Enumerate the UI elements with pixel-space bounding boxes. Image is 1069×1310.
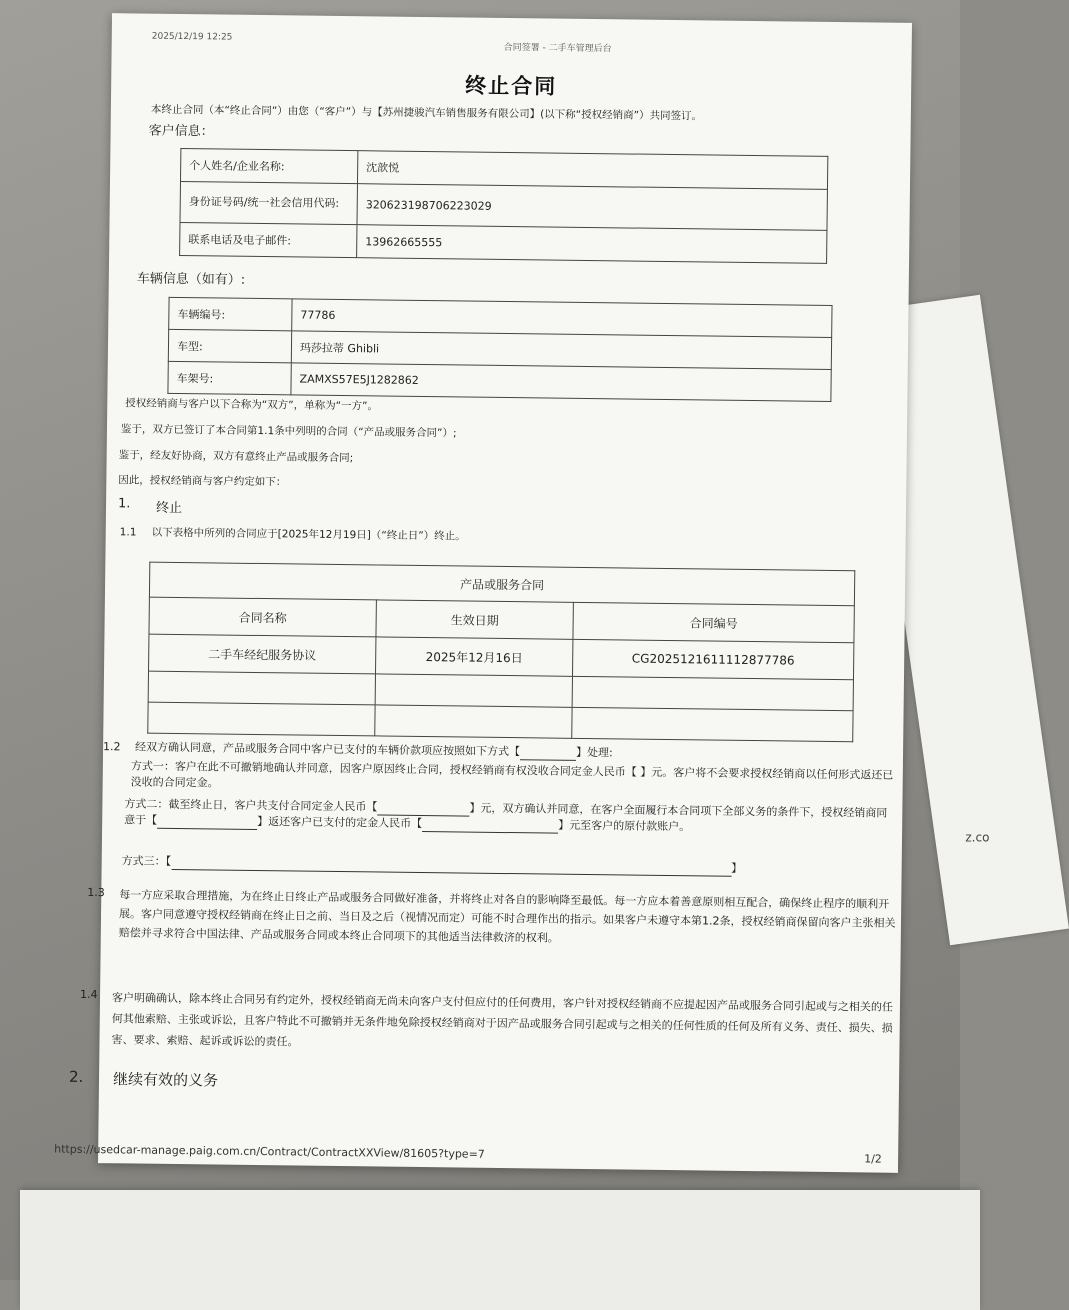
method-2-text: 】元至客户的原付款账户。	[558, 818, 691, 834]
vehicle-value: 玛莎拉蒂 Ghibli	[291, 331, 831, 370]
table-cell	[375, 705, 572, 738]
method-3-text: 方式三：【	[121, 854, 172, 868]
method-3-text: 】	[731, 861, 743, 875]
method-2-text: 】返还客户已支付的定金人民币【	[257, 814, 423, 831]
clause-1-1-number: 1.1	[119, 526, 137, 539]
clause-1-2-number: 1.2	[103, 740, 121, 754]
customer-label: 联系电话及电子邮件:	[180, 223, 357, 258]
blank-field	[157, 816, 257, 830]
table-cell: 2025年12月16日	[376, 637, 573, 676]
vehicle-table	[167, 297, 832, 402]
column-header: 生效日期	[376, 600, 573, 639]
recital-1: 授权经销商与客户以下合称为“双方”，单称为“一方”。	[125, 397, 379, 413]
blank-field	[520, 747, 576, 761]
footer-page-number: 1/2	[864, 1152, 882, 1166]
section-1-number: 1.	[117, 496, 131, 512]
table-cell	[572, 676, 853, 710]
clause-1-2-lead-end: 】处理:	[575, 745, 613, 760]
recital-4: 因此，授权经销商与客户约定如下：	[118, 474, 287, 489]
blank-field	[422, 819, 558, 834]
customer-heading: 客户信息：	[148, 123, 214, 140]
vehicle-heading: 车辆信息（如有）:	[136, 271, 246, 288]
intro-paragraph: 本终止合同（本“终止合同”）由您（“客户”）与【苏州捷骏汽车销售服务有限公司】(以下称“授权经销商”）共同签订。	[150, 103, 703, 123]
footer-url: https://usedcar-manage.paig.com.cn/Contract/ContractXXView/81605?type=7	[54, 1142, 485, 1161]
method-2	[124, 796, 894, 837]
foreground-paper	[20, 1190, 980, 1310]
table-cell: CG2025121611112877786	[572, 639, 853, 679]
section-2-number: 2.	[68, 1067, 84, 1086]
table-cell	[572, 707, 853, 741]
vehicle-value: 77786	[292, 299, 832, 338]
vehicle-label: 车辆编号:	[169, 297, 292, 331]
section-2-title: 继续有效的义务	[112, 1070, 219, 1090]
background-paper-text: z.co	[965, 830, 990, 845]
column-header: 合同编号	[573, 602, 854, 642]
table-cell	[148, 671, 375, 705]
method-2-text: 方式二：截至终止日，客户共支付合同定金人民币【	[124, 797, 378, 814]
vehicle-value: ZAMXS57E5J1282862	[291, 363, 831, 402]
customer-value: 320623198706223029	[357, 184, 827, 231]
clause-1-4-text: 客户明确确认，除本终止合同另有约定外，授权经销商无尚未向客户支付但应付的任何费用，客户针对授权经销商不应提起因产品或服务合同引起或与之相关的任何其他索赔、主张或诉讼，且客户特此不可撤销并无条件地免除授权经销商对于因产品或服务合同引起或与之相关的任何性质的任何及所有义务、责任、损失、损害、要求、索赔、起诉或诉讼的责任。	[111, 991, 894, 1049]
column-header: 合同名称	[149, 597, 376, 637]
customer-value: 13962665555	[357, 225, 827, 264]
table-row	[168, 361, 831, 401]
customer-table	[179, 148, 828, 264]
method-1: 方式一：客户在此不可撤销地确认并同意，因客户原因终止合同，授权经销商有权没收合同定金人民币【 】元。客户将不会要求授权经销商以任何形式返还已没收的合同定金。	[130, 759, 894, 790]
blank-field	[171, 857, 731, 877]
section-1-title: 终止	[155, 500, 183, 517]
recital-3: 鉴于，经友好协商，双方有意终止产品或服务合同;	[118, 449, 354, 465]
table-cell: 二手车经纪服务协议	[149, 634, 376, 674]
blank-field	[377, 802, 469, 816]
customer-value: 沈歆悦	[357, 151, 827, 190]
document-title: 终止合同	[465, 73, 558, 99]
clause-1-3-text: 每一方应采取合理措施，为在终止日终止产品或服务合同做好准备，并将终止对各自的影响降至最低。每一方应本着善意原则相互配合，确保终止程序的顺利开展。客户同意遵守授权经销商在终止日之前、当日及之后（视情况而定）可能不时合理作出的指示。如果客户未遵守本第1.2条，授权经销商保留向客户主张相关赔偿并寻求符合中国法律、产品或服务合同或本终止合同项下的其他适当法律救济的权利。	[118, 888, 896, 945]
method-3	[122, 853, 822, 878]
clause-1-1-text: 以下表格中所列的合同应于[2025年12月19日]（“终止日”）终止。	[151, 526, 466, 543]
clause-1-3-number: 1.3	[87, 885, 105, 900]
clause-1-4-number: 1.4	[79, 987, 98, 1002]
services-table	[147, 562, 855, 743]
print-timestamp: 2025/12/19 12:25	[151, 31, 233, 43]
clause-1-2-lead-text: 经双方确认同意，产品或服务合同中客户已支付的车辆价款项应按照如下方式【	[135, 740, 521, 759]
print-site-title: 合同签署 - 二手车管理后台	[503, 42, 612, 55]
table-cell	[375, 674, 572, 707]
printed-page	[54, 13, 912, 1173]
table-row	[180, 223, 827, 264]
vehicle-label: 车型:	[168, 329, 291, 363]
recital-2: 鉴于，双方已签订了本合同第1.1条中列明的合同（“产品或服务合同”）;	[120, 423, 457, 440]
customer-label: 身份证号码/统一社会信用代码:	[180, 182, 357, 225]
vehicle-label: 车架号:	[168, 361, 291, 395]
customer-label: 个人姓名/企业名称:	[181, 149, 358, 184]
table-cell	[148, 702, 375, 736]
method-2-text: 】元，双方确认并同意，在客户全面履行本合同项下全部义务的条件下，授权经销商同意于【	[124, 801, 888, 827]
services-table-title: 产品或服务合同	[149, 562, 854, 606]
